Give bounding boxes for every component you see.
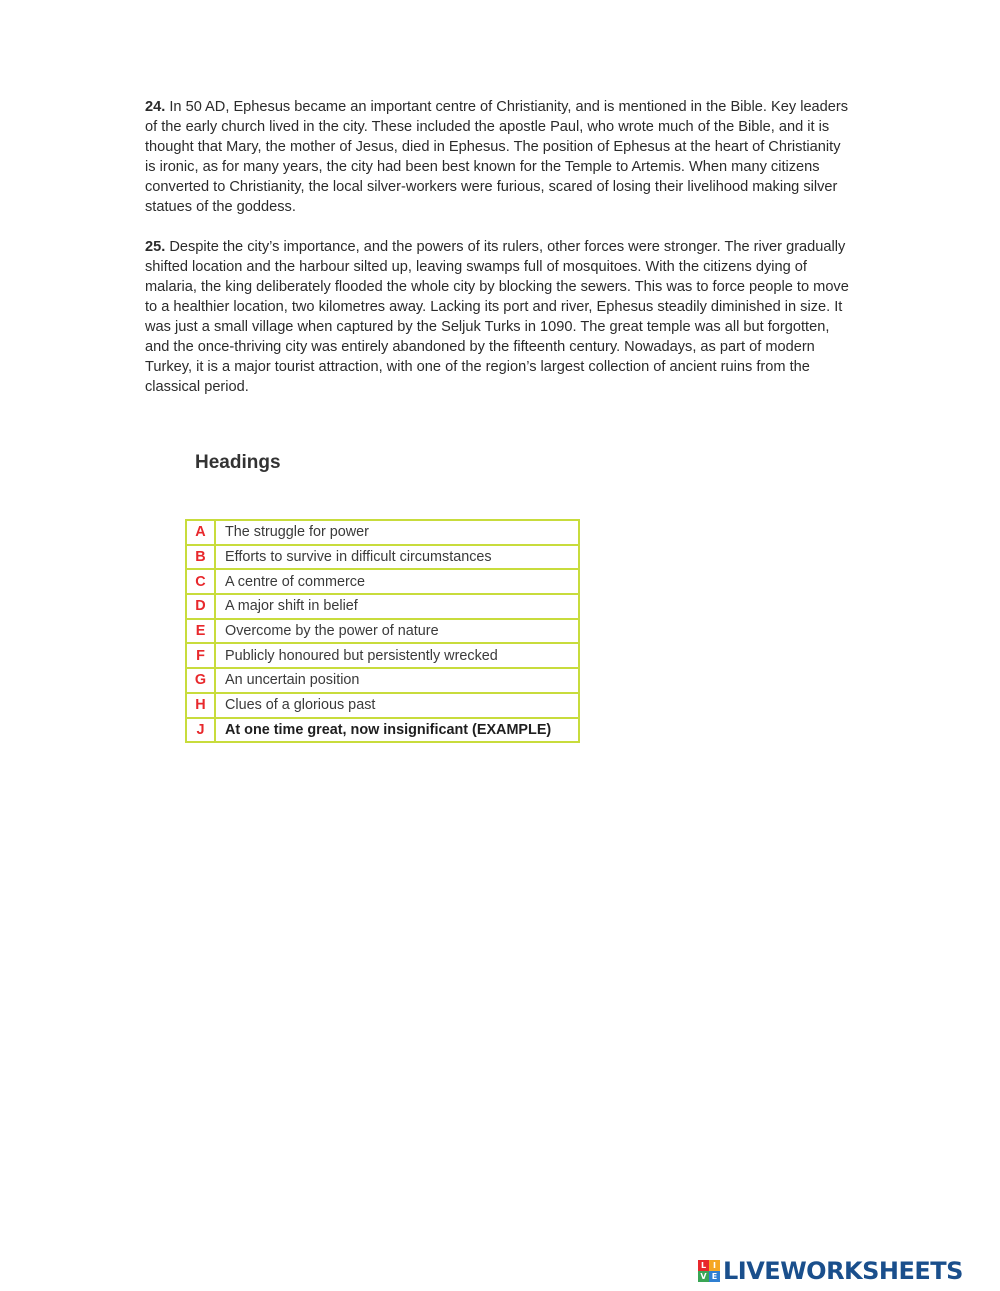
heading-letter: B xyxy=(186,545,215,570)
heading-letter: A xyxy=(186,520,215,545)
heading-text: At one time great, now insignificant (EXAMPLE) xyxy=(215,718,579,743)
heading-letter: D xyxy=(186,594,215,619)
heading-row xyxy=(186,520,579,545)
heading-letter: C xyxy=(186,569,215,594)
logo-icon xyxy=(698,1260,720,1282)
logo-square-e: E xyxy=(709,1271,720,1282)
heading-row xyxy=(186,594,579,619)
heading-letter: F xyxy=(186,643,215,668)
paragraph-24 xyxy=(145,97,850,217)
heading-text: A centre of commerce xyxy=(215,569,579,594)
heading-text: Efforts to survive in difficult circumstances xyxy=(215,545,579,570)
paragraph-text: Despite the city’s importance, and the powers of its rulers, other forces were stronger. The river gradually shifted location and the harbour silted up, leaving swamps full of mosquitoes. With the citizens dying of malaria, the king deliberately flooded the whole city by blocking the sewers. This was to force people to move to a healthier location, two kilometres away. Lacking its port and river, Ephesus steadily diminished in size. It was just a small village when captured by the Seljuk Turks in 1090. The great temple was all but forgotten, and the once-thriving city was entirely abandoned by the fifteenth century. Nowadays, as part of modern Turkey, it is a major tourist attraction, with one of the region’s largest collection of ancient ruins from the classical period. xyxy=(145,239,849,395)
heading-letter: H xyxy=(186,693,215,718)
paragraph-number: 24. xyxy=(145,99,166,115)
logo-square-i: I xyxy=(709,1260,720,1271)
heading-text: Publicly honoured but persistently wrecked xyxy=(215,643,579,668)
heading-text: Clues of a glorious past xyxy=(215,693,579,718)
paragraph-text: In 50 AD, Ephesus became an important centre of Christianity, and is mentioned in the Bible. Key leaders of the early church lived in the city. These included the apostle Paul, who wrote much of the Bible, and it is thought that Mary, the mother of Jesus, died in Ephesus. The position of Ephesus at the heart of Christianity is ironic, as for many years, the city had been best known for the Temple to Artemis. When many citizens converted to Christianity, the local silver-workers were furious, scared of losing their livelihood making silver statues of the goddess. xyxy=(145,99,849,215)
heading-row xyxy=(186,545,579,570)
heading-text: Overcome by the power of nature xyxy=(215,619,579,644)
heading-row xyxy=(186,643,579,668)
paragraph-number: 25. xyxy=(145,239,166,255)
heading-text: A major shift in belief xyxy=(215,594,579,619)
heading-letter: G xyxy=(186,668,215,693)
heading-row xyxy=(186,619,579,644)
headings-title: Headings xyxy=(195,452,281,473)
headings-table xyxy=(185,519,580,743)
heading-row xyxy=(186,693,579,718)
heading-row xyxy=(186,569,579,594)
paragraph-25 xyxy=(145,237,850,397)
heading-text: An uncertain position xyxy=(215,668,579,693)
heading-row-example xyxy=(186,718,579,743)
logo-square-l: L xyxy=(698,1260,709,1271)
heading-text: The struggle for power xyxy=(215,520,579,545)
heading-letter: E xyxy=(186,619,215,644)
heading-letter: J xyxy=(186,718,215,743)
logo-text: LIVEWORKSHEETS xyxy=(723,1257,963,1285)
logo-square-v: V xyxy=(698,1271,709,1282)
liveworksheets-logo[interactable] xyxy=(698,1258,963,1284)
heading-row xyxy=(186,668,579,693)
